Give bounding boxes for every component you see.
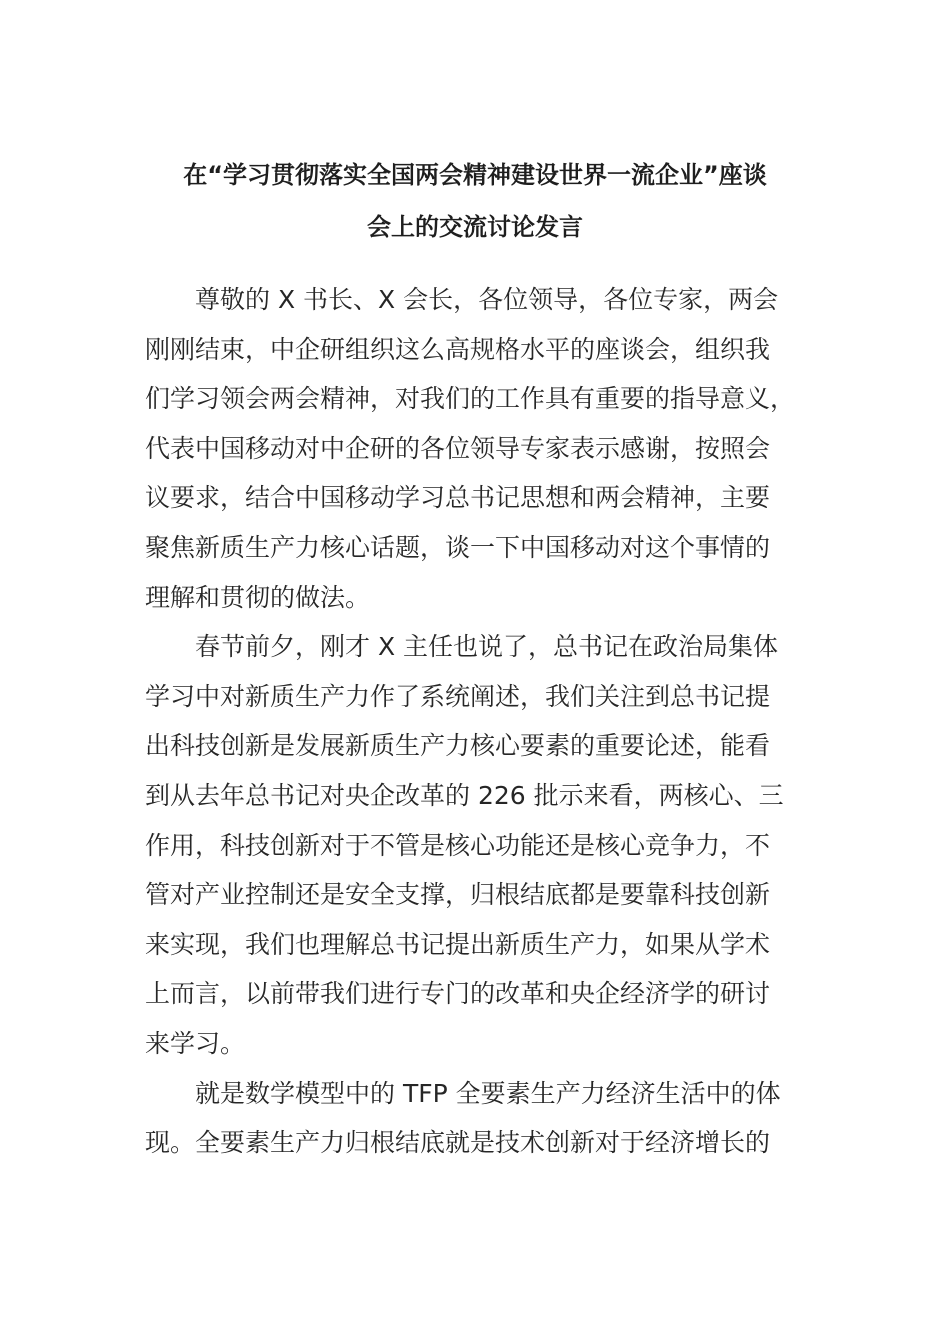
paragraph-line: 出科技创新是发展新质生产力核心要素的重要论述，能看: [145, 731, 771, 761]
paragraph-line: 现。全要素生产力归根结底就是技术创新对于经济增长的: [145, 1128, 771, 1158]
paragraph-line: 们学习领会两会精神，对我们的工作具有重要的指导意义，: [145, 384, 796, 414]
paragraph-line: 刚刚结束，中企研组织这么高规格水平的座谈会，组织我: [145, 334, 771, 364]
document-title-line-2: 会上的交流讨论发言: [367, 213, 583, 241]
paragraph-line: 管对产业控制还是安全支撑，归根结底都是要靠科技创新: [145, 880, 771, 910]
paragraph-2: [145, 629, 805, 1075]
paragraph-3: [145, 1076, 805, 1175]
document-body: [145, 282, 805, 1175]
paragraph-line: 春节前夕，刚才 X 主任也说了，总书记在政治局集体: [195, 632, 779, 662]
paragraph-line: 理解和贯彻的做法。: [145, 582, 371, 612]
paragraph-line: 就是数学模型中的 TFP 全要素生产力经济生活中的体: [195, 1078, 781, 1108]
paragraph-line: 作用，科技创新对于不管是核心功能还是核心竞争力，不: [145, 830, 771, 860]
paragraph-line: 议要求，结合中国移动学习总书记思想和两会精神，主要: [145, 483, 771, 513]
paragraph-line: 尊敬的 X 书长、X 会长，各位领导，各位专家，两会: [195, 285, 779, 314]
paragraph-line: 来实现，我们也理解总书记提出新质生产力，如果从学术: [145, 929, 771, 959]
paragraph-line: 来学习。: [145, 1028, 246, 1058]
paragraph-line: 学习中对新质生产力作了系统阐述，我们关注到总书记提: [145, 681, 771, 711]
paragraph-1: [145, 282, 805, 629]
paragraph-line: 代表中国移动对中企研的各位领导专家表示感谢，按照会: [145, 433, 771, 463]
paragraph-line: 到从去年总书记对央企改革的 226 批示来看，两核心、三: [145, 780, 784, 810]
paragraph-line: 上而言，以前带我们进行专门的改革和央企经济学的研讨: [145, 979, 771, 1009]
document-title-line-1: 在“学习贯彻落实全国两会精神建设世界一流企业”座谈: [183, 161, 767, 189]
paragraph-line: 聚焦新质生产力核心话题，谈一下中国移动对这个事情的: [145, 532, 771, 562]
